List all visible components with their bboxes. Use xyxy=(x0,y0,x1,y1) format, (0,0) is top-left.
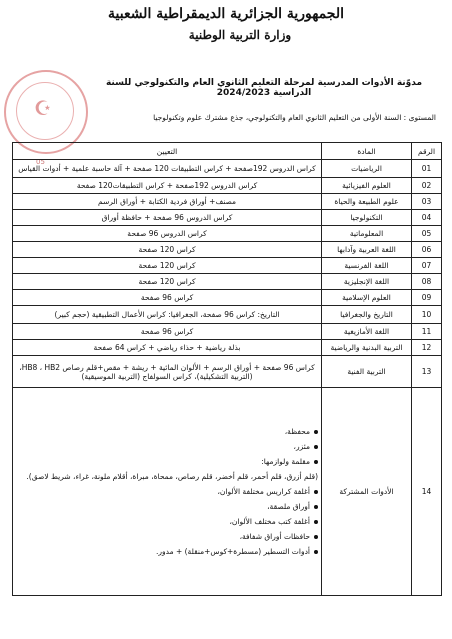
row-subject: العلوم الفيزيائية xyxy=(322,178,412,194)
row-requirement: كراس الدروس 192صفحة + كراس التطبيقات 120 صفحة + آلة حاسبة علمية + أدوات القياس xyxy=(13,160,322,178)
bullet-icon xyxy=(314,520,318,524)
row-requirement: التاريخ: كراس 96 صفحة، الجغرافيا: كراس الأعمال التطبيقية (حجم كبير) xyxy=(13,306,322,324)
row-requirement: كراس 96 صفحة xyxy=(13,324,322,340)
table-row xyxy=(13,226,442,242)
list-item-text: أوراق ملصقة، xyxy=(267,502,310,511)
row-number: 13 xyxy=(412,356,442,388)
supplies-table xyxy=(12,142,442,596)
row-requirement: كراس 96 صفحة xyxy=(13,290,322,306)
row-subject: اللغة الإنجليزية xyxy=(322,274,412,290)
ministry-heading: وزارة التربية الوطنية xyxy=(188,28,292,42)
row-number: 11 xyxy=(412,324,442,340)
row-subject: التكنولوجيا xyxy=(322,210,412,226)
row-number: 09 xyxy=(412,290,442,306)
row-requirement: مصنف+ أوراق فردية الكتابة + أوراق الرسم xyxy=(13,194,322,210)
list-item xyxy=(16,547,318,556)
list-item xyxy=(16,502,318,511)
row-requirement: كراس الدروس 96 صفحة xyxy=(13,226,322,242)
list-item-text: أدوات التسطير (مسطرة+كوس+منقلة) + مدور. xyxy=(156,547,310,556)
table-row xyxy=(13,210,442,226)
table-row xyxy=(13,160,442,178)
list-item xyxy=(16,472,318,481)
list-item-text: محفظة، xyxy=(284,427,310,436)
row-number: 03 xyxy=(412,194,442,210)
header-subject: المادة xyxy=(322,143,412,160)
row-subject: التربية الفنية xyxy=(322,356,412,388)
list-item-text: حافظات أوراق شفافة، xyxy=(239,532,310,541)
header-requirement: التعيين xyxy=(13,143,322,160)
list-item-text: أغلفة كتب مختلف الألوان، xyxy=(229,517,310,526)
table-row xyxy=(13,194,442,210)
table-row xyxy=(13,242,442,258)
row-subject: اللغة الفرنسية xyxy=(322,258,412,274)
row-number: 08 xyxy=(412,274,442,290)
list-item-text: مئزر، xyxy=(293,442,310,451)
row-number: 10 xyxy=(412,306,442,324)
header-num: الرقم xyxy=(412,143,442,160)
row-subject: التربية البدنية والرياضية xyxy=(322,340,412,356)
bullet-icon xyxy=(314,490,318,494)
row-subject: الرياضيات xyxy=(322,160,412,178)
bullet-icon xyxy=(314,445,318,449)
row-number: 06 xyxy=(412,242,442,258)
row-requirement: كراس 120 صفحة xyxy=(13,274,322,290)
row-number: 14 xyxy=(412,388,442,596)
table-row xyxy=(13,258,442,274)
row-subject: المعلوماتية xyxy=(322,226,412,242)
bullet-icon xyxy=(314,430,318,434)
document-title: مدوّنة الأدوات المدرسية لمرحلة التعليم الثانوي العام والتكنولوجي للسنة الدراسية 2024/2023 xyxy=(105,78,423,98)
list-item xyxy=(16,487,318,496)
shared-supplies-list xyxy=(13,388,322,596)
table-row xyxy=(13,290,442,306)
row-requirement: كراس 120 صفحة xyxy=(13,258,322,274)
table-row xyxy=(13,178,442,194)
list-item-text: (قلم أزرق، قلم أحمر، قلم أخضر، قلم رصاص، ممحاة، مبراة، أقلام ملونة، غراء، شريط لاصق). xyxy=(26,472,318,481)
star-crescent-icon: ☪ xyxy=(34,96,52,120)
row-number: 12 xyxy=(412,340,442,356)
list-item xyxy=(16,532,318,541)
table-row-shared xyxy=(13,388,442,596)
row-requirement: كراس 96 صفحة + أوراق الرسم + الألوان المائية + ريشة + مقص+قلم رصاص HB8 ، HB2، (التربية التشكيلية)، كراس السولفاج (التربية الموسيقية) xyxy=(13,356,322,388)
republic-heading: الجمهورية الجزائرية الديمقراطية الشعبية xyxy=(107,6,344,22)
bullet-icon xyxy=(314,550,318,554)
bullet-icon xyxy=(314,505,318,509)
table-header-row xyxy=(13,143,442,160)
bullet-icon xyxy=(314,460,318,464)
row-subject: اللغة الأمازيغية xyxy=(322,324,412,340)
row-subject: العلوم الإسلامية xyxy=(322,290,412,306)
table-row xyxy=(13,340,442,356)
list-item xyxy=(16,427,318,436)
list-item xyxy=(16,457,318,466)
row-requirement: كراس الدروس 192صفحة + كراس التطبيقات120 صفحة xyxy=(13,178,322,194)
table-row xyxy=(13,306,442,324)
bullet-icon xyxy=(314,535,318,539)
list-item-text: مقلمة ولوازمها: xyxy=(261,457,310,466)
row-requirement: كراس الدروس 96 صفحة + حافظة أوراق xyxy=(13,210,322,226)
row-subject: التاريخ والجغرافيا xyxy=(322,306,412,324)
level-line: المستوى : السنة الأولى من التعليم الثانوي العام والتكنولوجي، جذع مشترك علوم وتكنولوجيا xyxy=(153,113,436,122)
table-row xyxy=(13,274,442,290)
row-number: 04 xyxy=(412,210,442,226)
row-requirement: بذلة رياضية + حذاء رياضي + كراس 64 صفحة xyxy=(13,340,322,356)
row-requirement: كراس 120 صفحة xyxy=(13,242,322,258)
row-number: 01 xyxy=(412,160,442,178)
row-subject: علوم الطبيعة والحياة xyxy=(322,194,412,210)
table-row xyxy=(13,324,442,340)
row-number: 07 xyxy=(412,258,442,274)
list-item-text: أغلفة كراريس مختلفة الألوان، xyxy=(217,487,310,496)
list-item xyxy=(16,517,318,526)
stamp-number: 05 xyxy=(36,158,45,166)
table-row xyxy=(13,356,442,388)
row-subject: الأدوات المشتركة xyxy=(322,388,412,596)
row-number: 02 xyxy=(412,178,442,194)
row-number: 05 xyxy=(412,226,442,242)
list-item xyxy=(16,442,318,451)
row-subject: اللغة العربية وآدابها xyxy=(322,242,412,258)
